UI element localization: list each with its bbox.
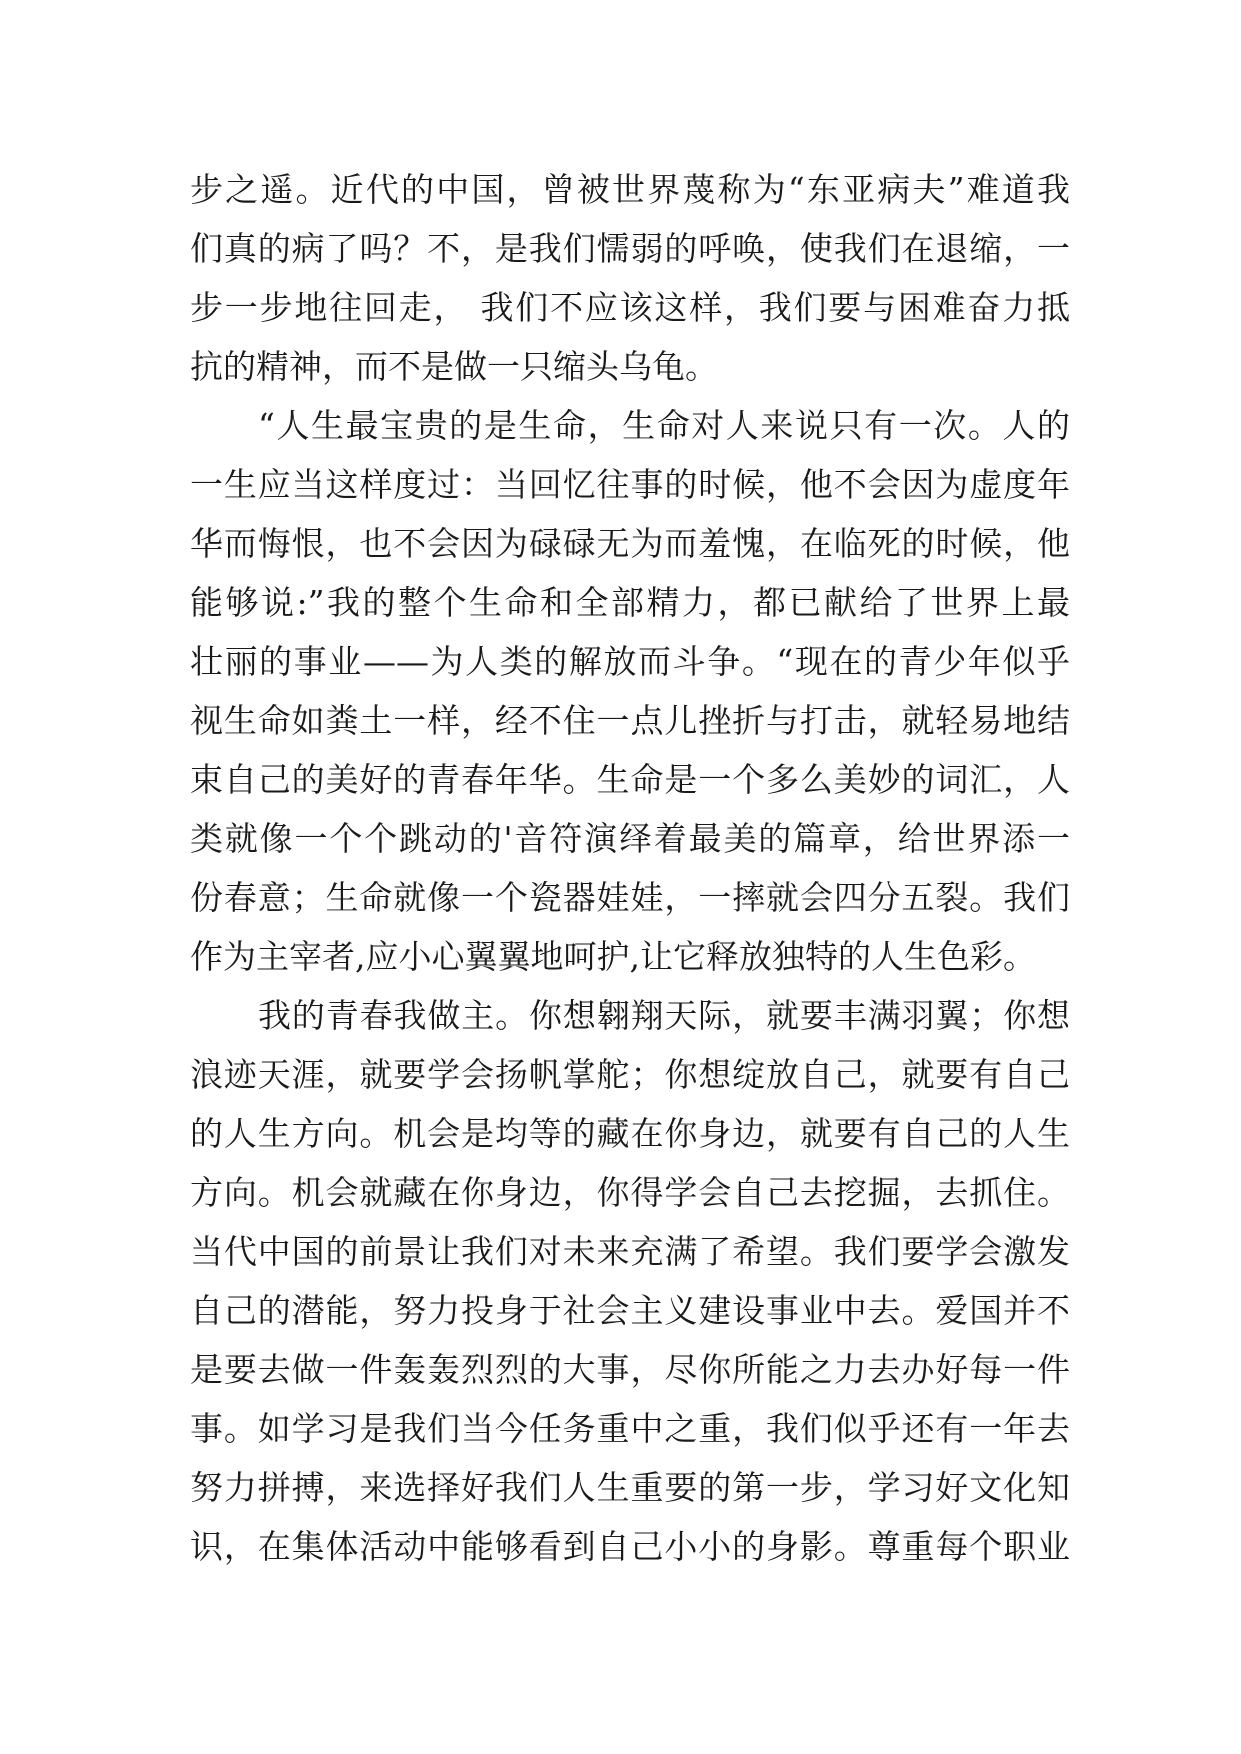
text-line: 自己的潜能，努力投身于社会主义建设事业中去。爱国并不 — [190, 1291, 1070, 1330]
text-line: 能够说:”我的整个生命和全部精力，都已献给了世界上最 — [190, 583, 1070, 622]
text-line: 识，在集体活动中能够看到自己小小的身影。尊重每个职业 — [190, 1527, 1070, 1566]
paragraph-2 — [190, 396, 1070, 986]
text-line: 的人生方向。机会是均等的藏在你身边，就要有自己的人生 — [190, 1114, 1070, 1153]
text-line: “人生最宝贵的是生命，生命对人来说只有一次。人的 — [258, 406, 1070, 445]
text-line: 抗的精神，而不是做一只缩头乌龟。 — [190, 347, 718, 386]
text-line: 作为主宰者,应小心翼翼地呵护,让它释放独特的人生色彩。 — [190, 937, 1036, 976]
text-line: 们真的病了吗？不，是我们懦弱的呼唤，使我们在退缩，一 — [190, 229, 1070, 268]
text-line: 类就像一个个跳动的'音符演绎着最美的篇章，给世界添一 — [190, 819, 1070, 858]
text-line: 当代中国的前景让我们对未来充满了希望。我们要学会激发 — [190, 1232, 1070, 1271]
paragraph-3 — [190, 986, 1070, 1576]
text-line: 份春意；生命就像一个瓷器娃娃，一摔就会四分五裂。我们 — [190, 878, 1070, 917]
text-line: 我的青春我做主。你想翱翔天际，就要丰满羽翼；你想 — [258, 996, 1070, 1035]
text-line: 束自己的美好的青春年华。生命是一个多么美妙的词汇，人 — [190, 760, 1070, 799]
text-line: 浪迹天涯，就要学会扬帆掌舵；你想绽放自己，就要有自己 — [190, 1055, 1070, 1094]
text-line: 一生应当这样度过：当回忆往事的时候，他不会因为虚度年 — [190, 465, 1070, 504]
text-line: 视生命如粪土一样，经不住一点儿挫折与打击，就轻易地结 — [190, 701, 1070, 740]
text-line: 步一步地往回走， 我们不应该这样，我们要与困难奋力抵 — [190, 288, 1070, 327]
text-line: 壮丽的事业——为人类的解放而斗争。“现在的青少年似乎 — [190, 642, 1070, 681]
body-text — [190, 160, 1070, 1576]
text-line: 努力拼搏，来选择好我们人生重要的第一步，学习好文化知 — [190, 1468, 1070, 1507]
text-line: 事。如学习是我们当今任务重中之重，我们似乎还有一年去 — [190, 1409, 1070, 1448]
text-line: 方向。机会就藏在你身边，你得学会自己去挖掘，去抓住。 — [190, 1173, 1070, 1212]
text-line: 步之遥。近代的中国，曾被世界蔑称为“东亚病夫”难道我 — [190, 170, 1070, 209]
text-line: 华而悔恨，也不会因为碌碌无为而羞愧，在临死的时候，他 — [190, 524, 1070, 563]
paragraph-1 — [190, 160, 1070, 396]
text-line: 是要去做一件轰轰烈烈的大事，尽你所能之力去办好每一件 — [190, 1350, 1070, 1389]
